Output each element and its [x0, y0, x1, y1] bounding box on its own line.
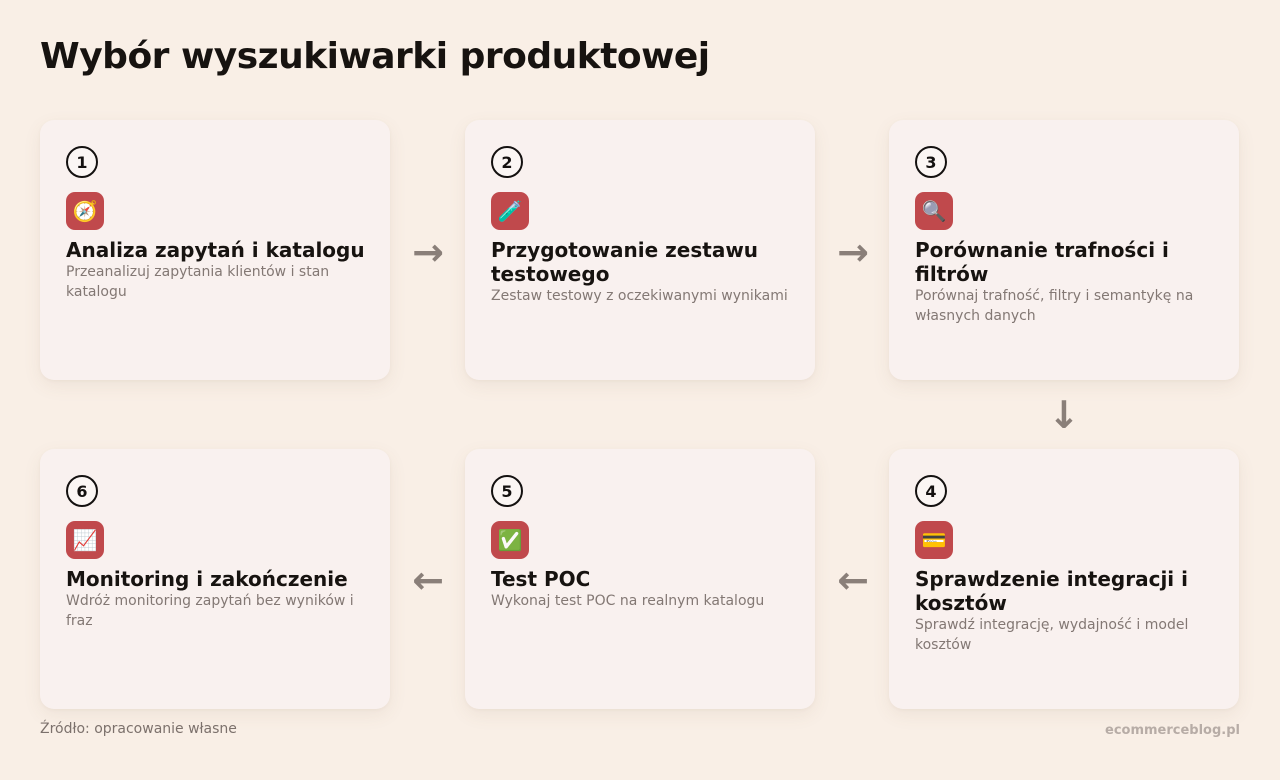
- arrow-left-icon: ←: [412, 558, 444, 602]
- credit-card-icon: 💳: [915, 521, 953, 559]
- step-number-badge: 3: [915, 146, 947, 178]
- step-number-badge: 4: [915, 475, 947, 507]
- step-description: Porównaj trafność, filtry i semantykę na własnych danych: [915, 288, 1194, 324]
- arrow-right-icon: →: [837, 230, 869, 274]
- step-number-badge: 2: [491, 146, 523, 178]
- step-card-5: [465, 449, 815, 709]
- check-mark-icon: ✅: [491, 521, 529, 559]
- step-description: Wykonaj test POC na realnym katalogu: [491, 593, 765, 609]
- step-number-badge: 6: [66, 475, 98, 507]
- arrow-down-icon: ↓: [1048, 393, 1080, 437]
- chart-increasing-icon: 📈: [66, 521, 104, 559]
- step-description: Sprawdź integrację, wydajność i model kosztów: [915, 617, 1189, 653]
- brand-watermark: ecommerceblog.pl: [1105, 723, 1240, 738]
- step-card-6: [40, 449, 390, 709]
- step-card-3: [889, 120, 1239, 380]
- step-description: Wdróż monitoring zapytań bez wyników i fraz: [66, 593, 354, 629]
- compass-icon: 🧭: [66, 192, 104, 230]
- step-card-4: [889, 449, 1239, 709]
- step-title: Analiza zapytań i katalogu: [66, 238, 365, 262]
- step-description: Przeanalizuj zapytania klientów i stan katalogu: [66, 264, 330, 300]
- magnifier-icon: 🔍: [915, 192, 953, 230]
- arrow-left-icon: ←: [837, 558, 869, 602]
- step-title: Sprawdzenie integracji i kosztów: [915, 567, 1188, 615]
- step-number-badge: 1: [66, 146, 98, 178]
- step-description: Zestaw testowy z oczekiwanymi wynikami: [491, 288, 788, 304]
- page-title: Wybór wyszukiwarki produktowej: [40, 36, 710, 77]
- step-title: Test POC: [491, 567, 591, 591]
- step-card-2: [465, 120, 815, 380]
- step-title: Przygotowanie zestawu testowego: [491, 238, 759, 286]
- step-card-1: [40, 120, 390, 380]
- step-title: Porównanie trafności i filtrów: [915, 238, 1169, 286]
- step-title: Monitoring i zakończenie: [66, 567, 348, 591]
- test-tube-icon: 🧪: [491, 192, 529, 230]
- step-number-badge: 5: [491, 475, 523, 507]
- source-note: Źródło: opracowanie własne: [40, 721, 237, 737]
- arrow-right-icon: →: [412, 230, 444, 274]
